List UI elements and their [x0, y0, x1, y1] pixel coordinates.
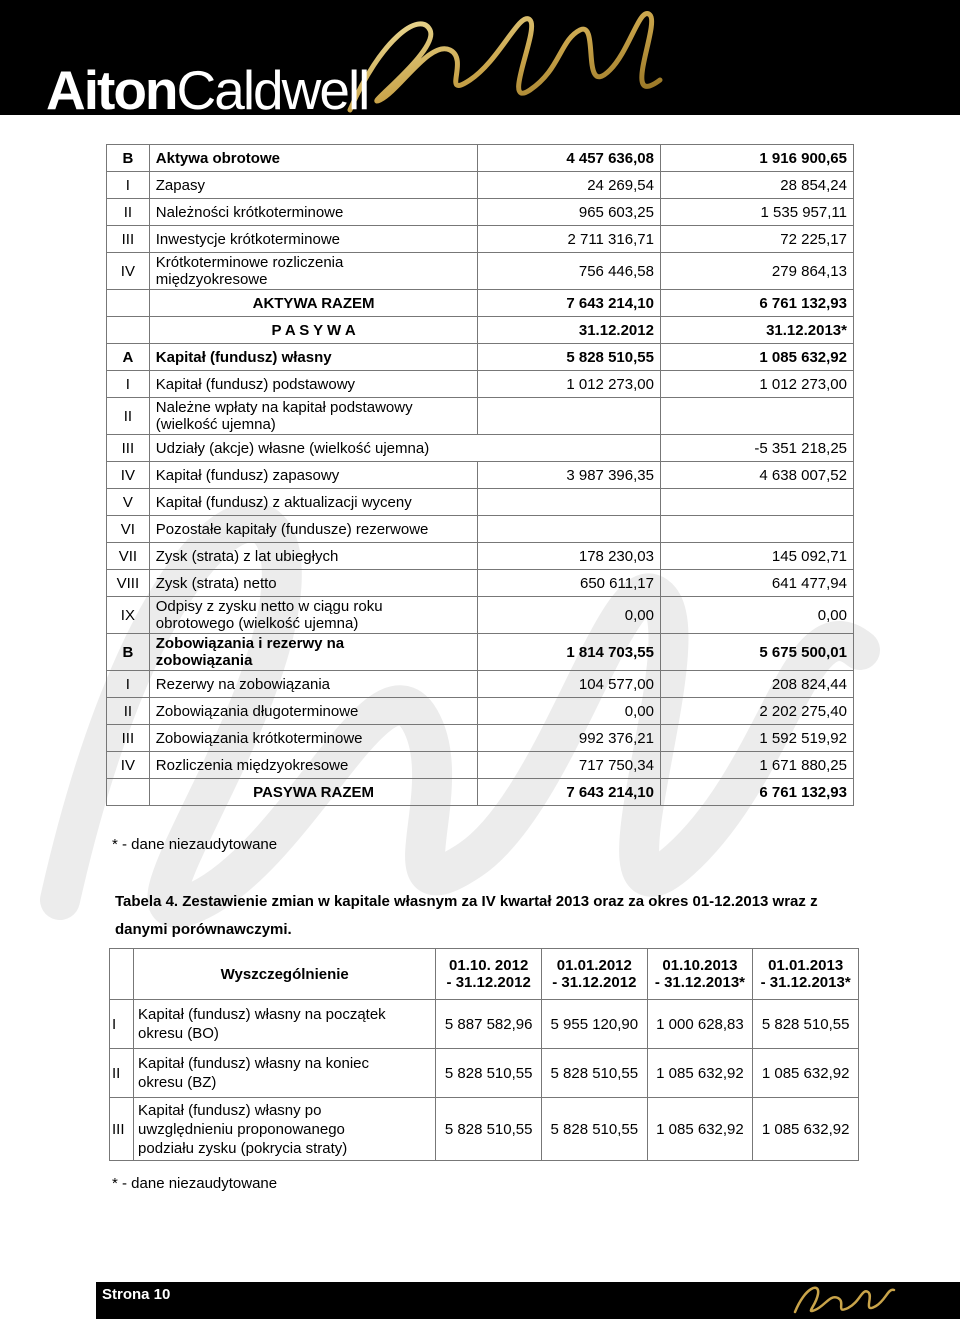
table-row	[107, 344, 854, 371]
row-number: I	[107, 172, 150, 199]
row-number: III	[110, 1098, 134, 1161]
value-2013: 1 012 273,00	[660, 371, 853, 398]
value-2013: 0,00	[660, 597, 853, 634]
value-2013: 72 225,17	[660, 226, 853, 253]
value-cell: 5 828 510,55	[753, 1000, 859, 1049]
row-number: V	[107, 489, 150, 516]
row-label: Kapitał (fundusz) podstawowy	[149, 371, 478, 398]
row-label: Zobowiązania i rezerwy na zobowiązania	[149, 634, 478, 671]
value-2012: 5 828 510,55	[478, 344, 661, 371]
table-row	[110, 1000, 859, 1049]
row-label: Kapitał (fundusz) własny na koniec okresu (BZ)	[134, 1049, 436, 1098]
row-number: IV	[107, 462, 150, 489]
row-number: II	[110, 1049, 134, 1098]
value-2013: 4 638 007,52	[660, 462, 853, 489]
row-number: I	[107, 671, 150, 698]
row-label: Odpisy z zysku netto w ciągu roku obrotowego (wielkość ujemna)	[149, 597, 478, 634]
row-label: Zobowiązania długoterminowe	[149, 698, 478, 725]
table-row	[107, 145, 854, 172]
equity-changes-table	[109, 948, 859, 1161]
value-2013: 1 671 880,25	[660, 752, 853, 779]
table-row	[110, 1049, 859, 1098]
value-2013: 2 202 275,40	[660, 698, 853, 725]
value-2012: 650 611,17	[478, 570, 661, 597]
value-2013: 1 085 632,92	[660, 344, 853, 371]
table-row	[107, 634, 854, 671]
row-number: I	[110, 1000, 134, 1049]
table-row	[107, 398, 854, 435]
company-logo: AitonCaldwell	[46, 59, 369, 115]
table-row	[110, 1098, 859, 1161]
col-header-period: 01.01.2012 - 31.12.2012	[542, 949, 648, 1000]
total-2012: 7 643 214,10	[478, 290, 661, 317]
value-2012: 992 376,21	[478, 725, 661, 752]
row-label: Kapitał (fundusz) własny	[149, 344, 478, 371]
unaudited-note: * - dane niezaudytowane	[112, 1175, 278, 1192]
value-2012: 178 230,03	[478, 543, 661, 570]
value-cell: 5 828 510,55	[436, 1049, 542, 1098]
row-number: I	[107, 371, 150, 398]
footer-signature	[790, 1282, 900, 1319]
table-row	[107, 489, 854, 516]
value-2012: 1 814 703,55	[478, 634, 661, 671]
value-cell: 1 085 632,92	[647, 1049, 753, 1098]
value-2013	[660, 398, 853, 435]
row-label: Rozliczenia międzyokresowe	[149, 752, 478, 779]
value-2013	[660, 516, 853, 543]
value-2012: 104 577,00	[478, 671, 661, 698]
section-title: P A S Y W A	[149, 317, 478, 344]
table-row	[107, 172, 854, 199]
table-caption: Tabela 4. Zestawienie zmian w kapitale własnym za IV kwartał 2013 oraz za okres 01-12.2013 wraz z danymi porównawczymi.	[115, 893, 818, 938]
table-row	[107, 462, 854, 489]
col-header-period: 01.10.2013 - 31.12.2013*	[647, 949, 753, 1000]
table-row	[107, 371, 854, 398]
total-2013: 6 761 132,93	[660, 290, 853, 317]
balance-sheet-table	[106, 144, 854, 806]
row-number: IV	[107, 752, 150, 779]
value-cell: 1 085 632,92	[753, 1098, 859, 1161]
value-2012: 0,00	[478, 698, 661, 725]
header-row	[107, 317, 854, 344]
row-number: IX	[107, 597, 150, 634]
col-header-period: 01.01.2013 - 31.12.2013*	[753, 949, 859, 1000]
value-2013: 641 477,94	[660, 570, 853, 597]
table-row	[107, 597, 854, 634]
total-row	[107, 290, 854, 317]
row-number: VI	[107, 516, 150, 543]
value-2012: 2 711 316,71	[478, 226, 661, 253]
row-number: B	[107, 634, 150, 671]
row-number: III	[107, 725, 150, 752]
value-2012: 4 457 636,08	[478, 145, 661, 172]
value-2013: 208 824,44	[660, 671, 853, 698]
value-cell: 1 000 628,83	[647, 1000, 753, 1049]
value-2012: 24 269,54	[478, 172, 661, 199]
table-row	[107, 226, 854, 253]
row-label: Kapitał (fundusz) własny po uwzględnieniu proponowanego podziału zysku (pokrycia straty)	[134, 1098, 436, 1161]
table-row	[107, 516, 854, 543]
value-2013: 1 916 900,65	[660, 145, 853, 172]
value-2013	[660, 489, 853, 516]
table-row	[107, 253, 854, 290]
row-label: Udziały (akcje) własne (wielkość ujemna)	[149, 435, 660, 462]
value-2013: -5 351 218,25	[660, 435, 853, 462]
value-2012	[478, 516, 661, 543]
value-cell: 1 085 632,92	[753, 1049, 859, 1098]
col-header-2013: 31.12.2013*	[660, 317, 853, 344]
row-label: Rezerwy na zobowiązania	[149, 671, 478, 698]
value-cell: 5 828 510,55	[542, 1049, 648, 1098]
page-number: Strona 10	[102, 1286, 171, 1303]
total-row	[107, 779, 854, 806]
col-header-2012: 31.12.2012	[478, 317, 661, 344]
row-number: II	[107, 698, 150, 725]
row-label: Inwestycje krótkoterminowe	[149, 226, 478, 253]
row-label: Należne wpłaty na kapitał podstawowy (wielkość ujemna)	[149, 398, 478, 435]
row-number: III	[107, 226, 150, 253]
value-2012: 965 603,25	[478, 199, 661, 226]
value-cell: 5 955 120,90	[542, 1000, 648, 1049]
value-2012: 1 012 273,00	[478, 371, 661, 398]
row-number: VIII	[107, 570, 150, 597]
row-number: VII	[107, 543, 150, 570]
header-banner	[0, 0, 960, 115]
row-number: A	[107, 344, 150, 371]
table-row	[107, 698, 854, 725]
row-number: B	[107, 145, 150, 172]
value-2013: 279 864,13	[660, 253, 853, 290]
row-label: Zobowiązania krótkoterminowe	[149, 725, 478, 752]
header-row	[110, 949, 859, 1000]
row-label: Należności krótkoterminowe	[149, 199, 478, 226]
value-cell: 5 828 510,55	[436, 1098, 542, 1161]
table-row	[107, 570, 854, 597]
value-2012: 717 750,34	[478, 752, 661, 779]
value-cell: 1 085 632,92	[647, 1098, 753, 1161]
row-label: Zysk (strata) z lat ubiegłych	[149, 543, 478, 570]
total-label: AKTYWA RAZEM	[149, 290, 478, 317]
table-row	[107, 543, 854, 570]
footer-bar	[96, 1282, 960, 1319]
table-row	[107, 199, 854, 226]
total-2012: 7 643 214,10	[478, 779, 661, 806]
value-2013: 145 092,71	[660, 543, 853, 570]
value-2012	[478, 489, 661, 516]
row-label: Kapitał (fundusz) z aktualizacji wyceny	[149, 489, 478, 516]
row-number: IV	[107, 253, 150, 290]
row-number: III	[107, 435, 150, 462]
row-label: Zysk (strata) netto	[149, 570, 478, 597]
table-row	[107, 435, 854, 462]
total-label: PASYWA RAZEM	[149, 779, 478, 806]
value-2012: 3 987 396,35	[478, 462, 661, 489]
row-label: Zapasy	[149, 172, 478, 199]
value-2012: 756 446,58	[478, 253, 661, 290]
value-2012: 0,00	[478, 597, 661, 634]
row-label: Kapitał (fundusz) zapasowy	[149, 462, 478, 489]
total-2013: 6 761 132,93	[660, 779, 853, 806]
row-number: II	[107, 398, 150, 435]
value-2012	[478, 398, 661, 435]
value-2013: 1 535 957,11	[660, 199, 853, 226]
table-row	[107, 752, 854, 779]
table-row	[107, 671, 854, 698]
row-label: Aktywa obrotowe	[149, 145, 478, 172]
value-2013: 28 854,24	[660, 172, 853, 199]
table-row	[107, 725, 854, 752]
value-cell: 5 887 582,96	[436, 1000, 542, 1049]
value-2013: 5 675 500,01	[660, 634, 853, 671]
value-cell: 5 828 510,55	[542, 1098, 648, 1161]
col-header-period: 01.10. 2012 - 31.12.2012	[436, 949, 542, 1000]
row-label: Pozostałe kapitały (fundusze) rezerwowe	[149, 516, 478, 543]
value-2013: 1 592 519,92	[660, 725, 853, 752]
unaudited-note: * - dane niezaudytowane	[112, 836, 278, 853]
row-label: Krótkoterminowe rozliczenia międzyokresowe	[149, 253, 478, 290]
row-number: II	[107, 199, 150, 226]
col-header-label: Wyszczególnienie	[134, 949, 436, 1000]
row-label: Kapitał (fundusz) własny na początek okresu (BO)	[134, 1000, 436, 1049]
